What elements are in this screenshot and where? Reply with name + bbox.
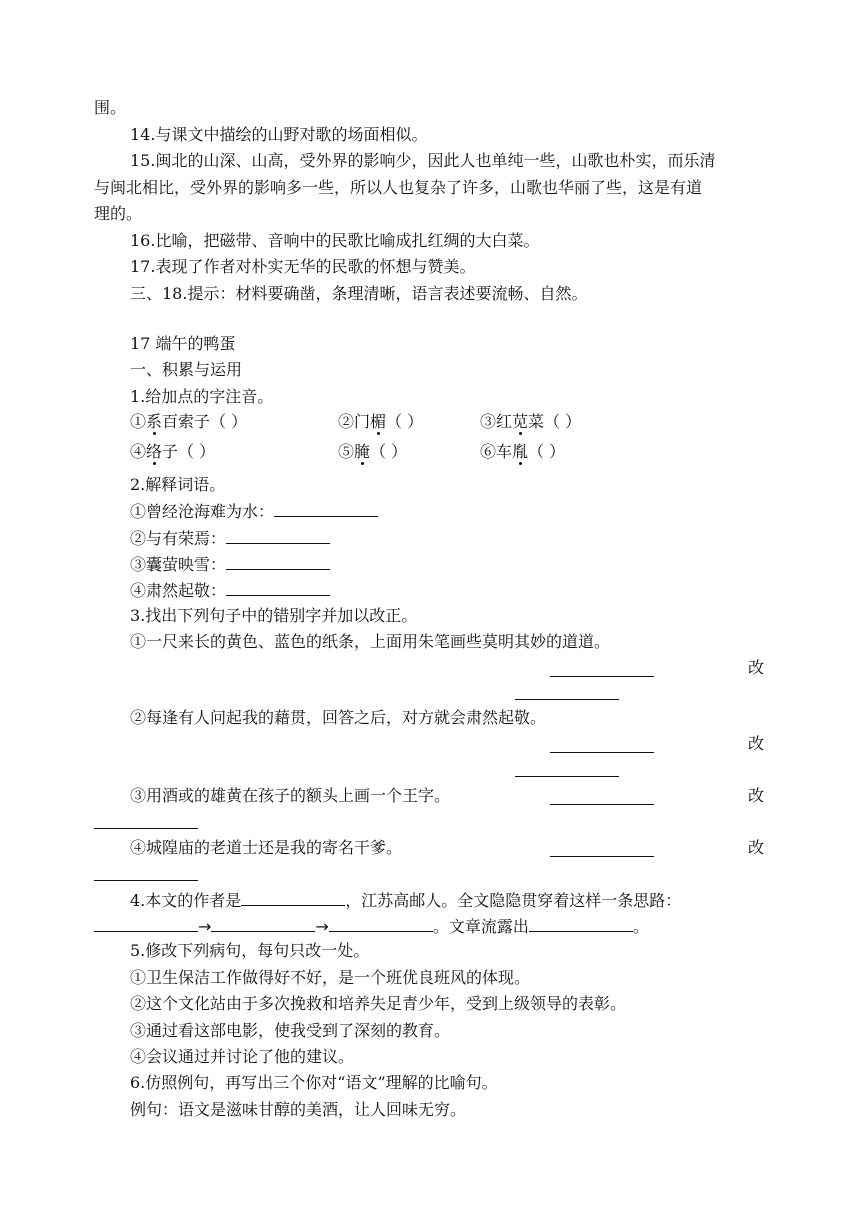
- q2-item-4: ④肃然起敬：: [130, 580, 330, 601]
- emotion-blank[interactable]: [529, 916, 633, 932]
- thread-blank-1[interactable]: [94, 916, 198, 932]
- q1-item-3: ③红苋菜（ ）: [480, 412, 582, 431]
- q1-item-1: ①系百索子（ ）: [130, 412, 248, 431]
- q1-item-5: ⑤腌（ ）: [338, 442, 408, 461]
- q2-item-2: ②与有荣焉：: [130, 528, 330, 549]
- author-blank[interactable]: [241, 890, 345, 906]
- q3-sentence-4: ④城隍庙的老道士还是我的寄名干爹。: [130, 838, 403, 857]
- dotted-char: 胤: [512, 442, 529, 461]
- answer-14: 14.与课文中描绘的山野对歌的场面相似。: [130, 125, 428, 144]
- arrow-icon: →: [315, 917, 329, 936]
- lesson-title: 17 端午的鸭蛋: [130, 334, 236, 353]
- q1-item-2: ②门楣（ ）: [338, 412, 424, 431]
- arrow-icon: →: [198, 917, 212, 936]
- q3-sentence-2: ②每逢有人问起我的藉贯，回答之后，对方就会肃然起敬。: [130, 708, 547, 727]
- q1-item-4: ④络子（ ）: [130, 442, 216, 461]
- wrong-char-blank[interactable]: [550, 841, 654, 857]
- correction-label: 改: [748, 786, 765, 805]
- q2-prompt: 2.解释词语。: [130, 475, 226, 494]
- answer-15-line-2: 与闽北相比，受外界的影响多一些，所以人也复杂了许多，山歌也华丽了些，这是有道: [94, 178, 703, 197]
- q2-item-3: ③囊萤映雪：: [130, 554, 330, 575]
- answer-15-line-1: 15.闽北的山深、山高，受外界的影响少，因此人也单纯一些，山歌也朴实，而乐清: [130, 151, 716, 170]
- q5-item-3: ③通过看这部电影，使我受到了深刻的教育。: [130, 1021, 451, 1040]
- correct-char-blank[interactable]: [94, 813, 198, 829]
- correction-label: 改: [748, 838, 765, 857]
- correction-label: 改: [748, 734, 765, 753]
- q5-item-4: ④会议通过并讨论了他的建议。: [130, 1047, 355, 1066]
- wrong-char-blank[interactable]: [550, 789, 654, 805]
- dotted-char: 腌: [354, 442, 371, 461]
- correct-char-blank[interactable]: [515, 684, 619, 700]
- answer-15-line-3: 理的。: [94, 204, 143, 223]
- q1-prompt: 1.给加点的字注音。: [130, 387, 274, 406]
- answer-17: 17.表现了作者对朴实无华的民歌的怀想与赞美。: [130, 257, 476, 276]
- q5-item-1: ①卫生保洁工作做得好不好，是一个班优良班风的体现。: [130, 968, 531, 987]
- answer-blank[interactable]: [226, 554, 330, 570]
- dotted-char: 苋: [512, 412, 529, 431]
- answer-16: 16.比喻，把磁带、音响中的民歌比喻成扎红绸的大白菜。: [130, 231, 540, 250]
- answer-blank[interactable]: [274, 501, 378, 517]
- wrong-char-blank[interactable]: [550, 661, 654, 677]
- q3-sentence-3: ③用酒或的雄黄在孩子的额头上画一个王字。: [130, 786, 451, 805]
- q2-item-1: ①曾经沧海难为水：: [130, 501, 378, 522]
- answer-18: 三、18.提示：材料要确凿，条理清晰，语言表述要流畅、自然。: [130, 284, 588, 303]
- answer-blank[interactable]: [226, 528, 330, 544]
- section-heading: 一、积累与运用: [130, 360, 243, 379]
- correction-label: 改: [748, 658, 765, 677]
- wrong-char-blank[interactable]: [550, 737, 654, 753]
- correct-char-blank[interactable]: [515, 761, 619, 777]
- q4-line-1: 4.本文的作者是 ，江苏高邮人。全文隐隐贯穿着这样一条思路：: [130, 891, 682, 910]
- answer-blank[interactable]: [226, 580, 330, 596]
- q5-item-2: ②这个文化站由于多次挽救和培养失足青少年，受到上级领导的表彰。: [130, 994, 627, 1013]
- dotted-char: 络: [146, 442, 163, 461]
- q4-line-2: → → 。文章流露出 。: [94, 916, 649, 937]
- dotted-char: 楣: [370, 412, 387, 431]
- q6-example: 例句：语文是滋味甘醇的美酒，让人回味无穷。: [130, 1100, 467, 1119]
- dotted-char: 系: [146, 412, 163, 431]
- correct-char-blank[interactable]: [94, 865, 198, 881]
- q6-prompt: 6.仿照例句，再写出三个你对“语文”理解的比喻句。: [130, 1073, 498, 1092]
- q1-item-6: ⑥车胤（ ）: [480, 442, 566, 461]
- answer-continuation: 围。: [94, 98, 127, 117]
- q3-prompt: 3.找出下列句子中的错别字并加以改正。: [130, 606, 418, 625]
- q3-sentence-1: ①一尺来长的黄色、蓝色的纸条，上面用朱笔画些莫明其妙的道道。: [130, 632, 611, 651]
- q5-prompt: 5.修改下列病句，每句只改一处。: [130, 941, 370, 960]
- thread-blank-3[interactable]: [329, 916, 433, 932]
- thread-blank-2[interactable]: [211, 916, 315, 932]
